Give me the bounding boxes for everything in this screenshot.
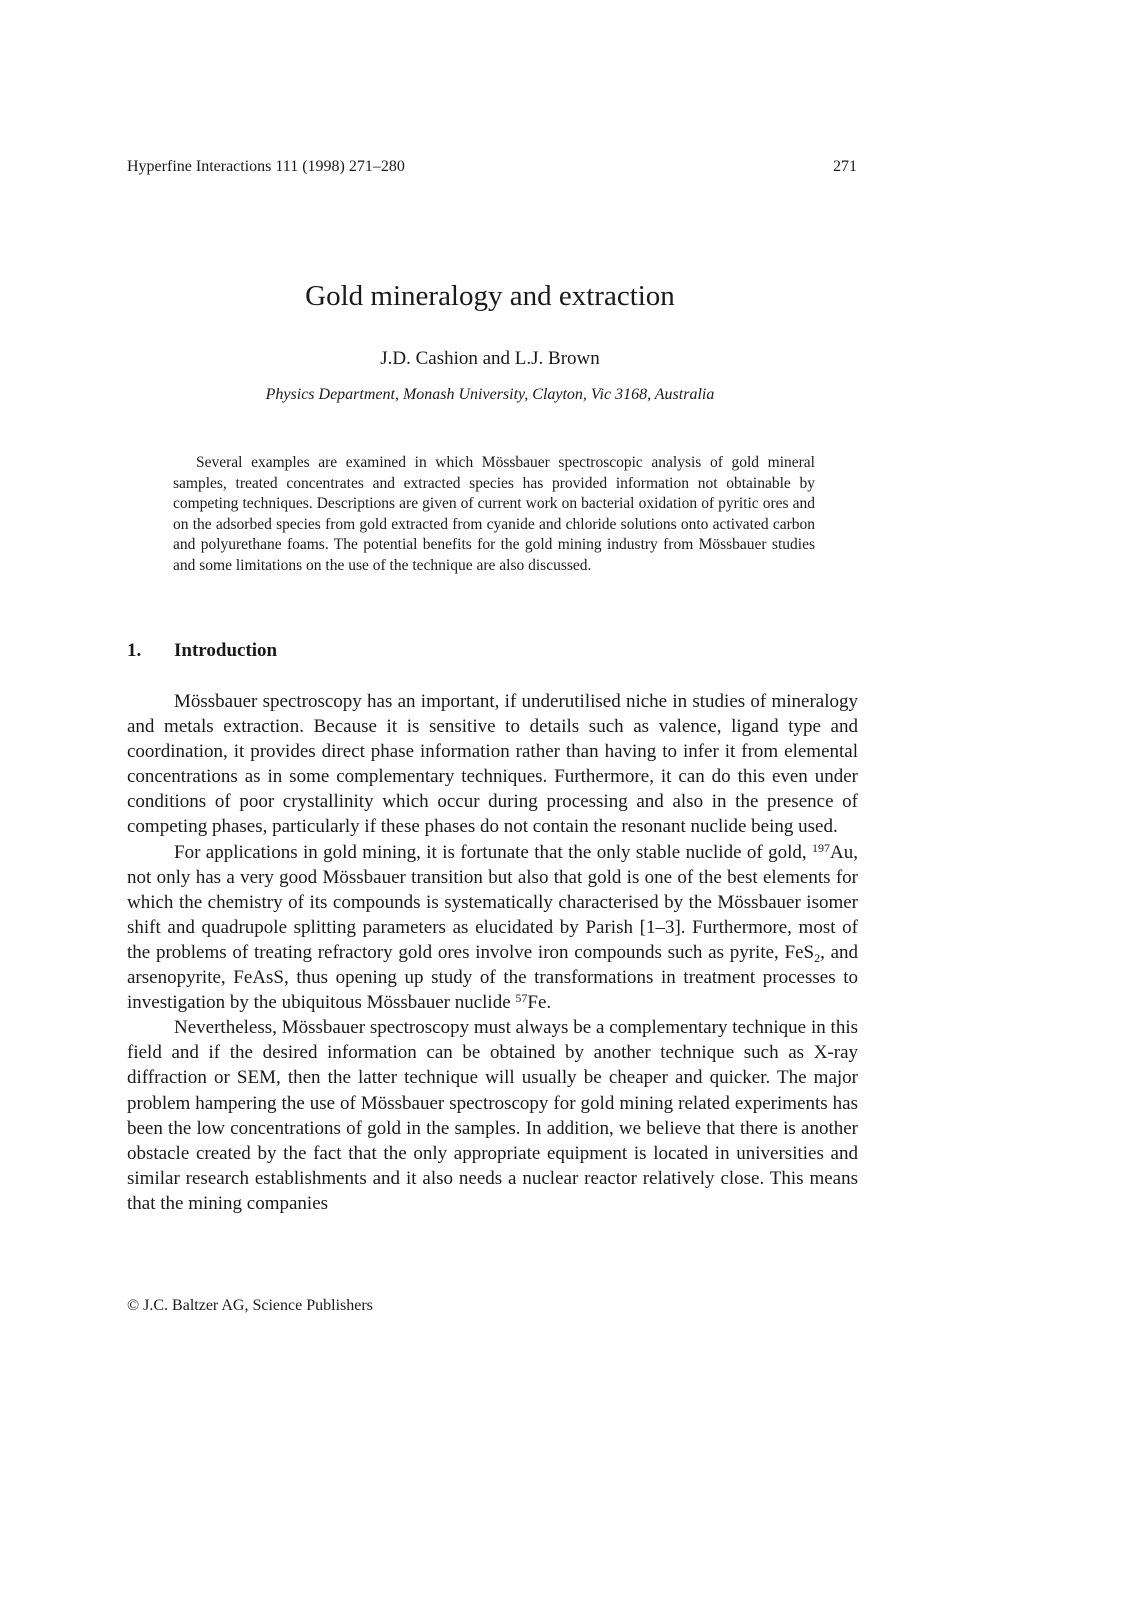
superscript-197: 197 (812, 840, 831, 855)
section-title: Introduction (174, 640, 278, 661)
paragraph-3: Nevertheless, Mössbauer spectroscopy must always be a complementary technique in this field and if the desired information can be obtained by another technique such as X-ray diffraction or SEM, then the latter technique will usually be cheaper and quicker. The major problem hampering the use of Mössbauer spectroscopy for gold mining related experiments has been the low concentrations of gold in the samples. In addition, we believe that there is another obstacle created by the fact that the only appropriate equipment is located in universities and similar research establishments and it also needs a nuclear reactor relatively close. This means that the mining companies (127, 1017, 858, 1214)
paragraph-1: Mössbauer spectroscopy has an important, if underutilised niche in studies of mineralogy and metals extraction. Because it is sensitive to details such as valence, ligand type and coordination, it provides direct phase information rather than having to infer it from elemental concentrations as in some complementary techniques. Furthermore, it can do this even under conditions of poor crystallinity which occur during processing and also in the presence of competing phases, particularly if these phases do not contain the resonant nuclide being used. (127, 691, 858, 838)
paragraph-2 (127, 840, 858, 1016)
body-text (127, 689, 858, 1216)
section-heading (127, 640, 277, 662)
abstract: Several examples are examined in which Mössbauer spectroscopic analysis of gold mineral samples, treated concentrates and extracted species has provided information not obtainable by competing techniques. Descriptions are given of current work on bacterial oxidation of pyritic ores and on the adsorbed species from gold extracted from cyanide and chloride solutions onto activated carbon and polyurethane foams. The potential benefits for the gold mining industry from Mössbauer studies and some limitations on the use of the technique are also discussed. (173, 454, 815, 574)
paper-title: Gold mineralogy and extraction (305, 280, 675, 312)
section-number: 1. (127, 640, 142, 661)
author-list: J.D. Cashion and L.J. Brown (380, 348, 600, 369)
running-head (127, 158, 857, 176)
affiliation: Physics Department, Monash University, Clayton, Vic 3168, Australia (265, 386, 715, 403)
copyright-footer: © J.C. Baltzer AG, Science Publishers (127, 1297, 373, 1314)
journal-citation: Hyperfine Interactions 111 (1998) 271–280 (127, 158, 405, 175)
subscript-2: 2 (814, 950, 821, 965)
paragraph-2-part-a: For applications in gold mining, it is fortunate that the only stable nuclide of gold, (174, 841, 813, 863)
page-number: 271 (833, 158, 857, 175)
paragraph-2-part-d: Fe. (527, 992, 552, 1014)
paragraph-2-part-b: Au, not only has a very good Mössbauer transition but also that gold is one of the best elements for which the chemistry of its compounds is systematically characterised by the Mössbauer isomer shift and quadrupole splitting parameters as elucidated by Parish [1–3]. Furthermore, most of the problems of treating refractory gold ores involve iron compounds such as pyrite, FeS (127, 841, 858, 963)
paragraph-2-part-c: , and arsenopyrite, FeAsS, thus opening up study of the transformations in treatment processes to investigation by the ubiquitous Mössbauer nuclide (127, 941, 859, 1014)
superscript-57: 57 (515, 991, 528, 1006)
